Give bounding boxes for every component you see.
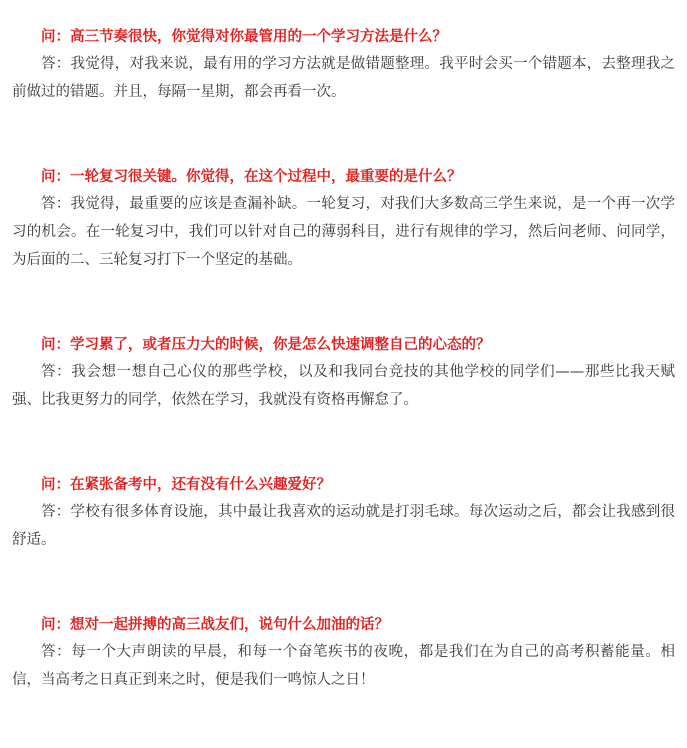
qa-block: [12, 332, 675, 414]
qa-block: [12, 612, 675, 694]
question-text: 问：想对一起拼搏的高三战友们，说句什么加油的话？: [41, 617, 389, 633]
answer-text: 答：学校有很多体育设施，其中最让我喜欢的运动就是打羽毛球。每次运动之后，都会让我感到很舒适。: [12, 504, 675, 548]
question-text: 问：一轮复习很关键。你觉得，在这个过程中，最重要的是什么？: [41, 169, 462, 185]
qa-block: [12, 164, 675, 274]
answer-text: 答：我觉得，最重要的应该是查漏补缺。一轮复习，对我们大多数高三学生来说，是一个再一次学习的机会。在一轮复习中，我们可以针对自己的薄弱科目，进行有规律的学习，然后问老师、问同学，为后面的二、三轮复习打下一个坚定的基础。: [12, 196, 675, 268]
qa-block: [12, 24, 675, 106]
question-text: 问：高三节奏很快，你觉得对你最管用的一个学习方法是什么？: [41, 29, 447, 45]
question-text: 问：在紧张备考中，还有没有什么兴趣爱好？: [41, 477, 331, 493]
qa-block: [12, 472, 675, 554]
question-text: 问：学习累了，或者压力大的时候，你是怎么快速调整自己的心态的？: [41, 337, 491, 353]
answer-text: 答：我会想一想自己心仪的那些学校，以及和我同台竞技的其他学校的同学们——那些比我天赋强、比我更努力的同学，依然在学习，我就没有资格再懈怠了。: [12, 364, 675, 408]
answer-text: 答：每一个大声朗读的早晨，和每一个奋笔疾书的夜晚，都是我们在为自己的高考积蓄能量。相信，当高考之日真正到来之时，便是我们一鸣惊人之日！: [12, 644, 675, 688]
answer-text: 答：我觉得，对我来说，最有用的学习方法就是做错题整理。我平时会买一个错题本，去整理我之前做过的错题。并且，每隔一星期，都会再看一次。: [12, 56, 675, 100]
